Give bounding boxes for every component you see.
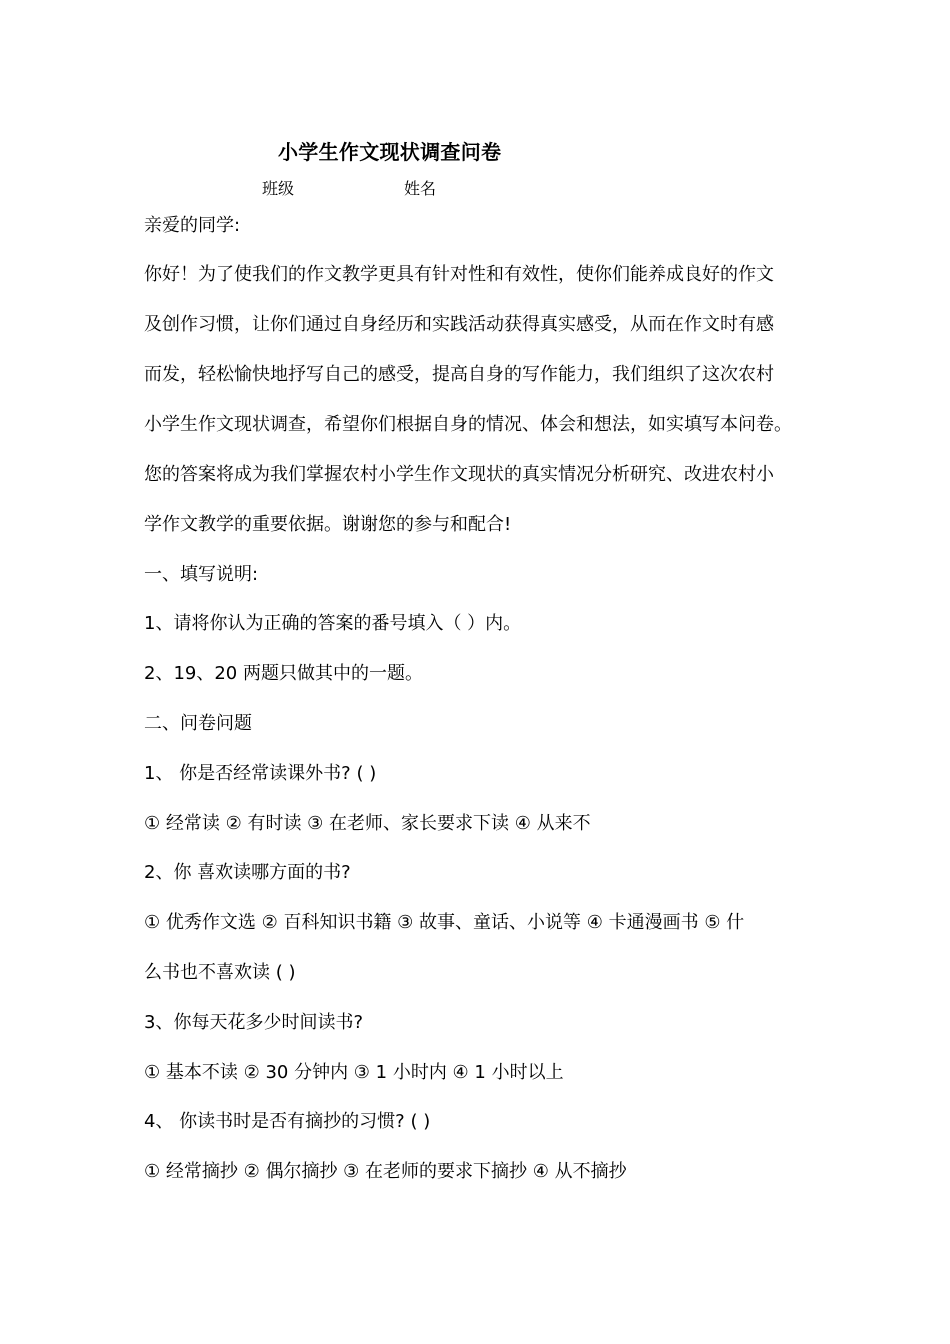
question-options: ① 基本不读 ② 30 分钟内 ③ 1 小时内 ④ 1 小时以上 — [144, 1062, 564, 1083]
intro-line: 您的答案将成为我们掌握农村小学生作文现状的真实情况分析研究、改进农村小 — [144, 464, 774, 485]
intro-line: 及创作习惯，让你们通过自身经历和实践活动获得真实感受，从而在作文时有感 — [144, 314, 774, 335]
instruction-line: 2、19、20 两题只做其中的一题。 — [144, 663, 423, 684]
question-line: 3、你每天花多少时间读书? — [144, 1012, 364, 1033]
question-line: 2、你 喜欢读哪方面的书? — [144, 862, 351, 883]
question-options: ① 经常读 ② 有时读 ③ 在老师、家长要求下读 ④ 从来不 — [144, 813, 591, 834]
section-heading: 二、问卷问题 — [144, 713, 252, 734]
instruction-line: 1、请将你认为正确的答案的番号填入（ ）内。 — [144, 613, 522, 634]
question-line: 4、 你读书时是否有摘抄的习惯? ( ) — [144, 1111, 431, 1132]
document-title: 小学生作文现状调查问卷 — [278, 140, 502, 164]
question-options: ① 优秀作文选 ② 百科知识书籍 ③ 故事、童话、小说等 ④ 卡通漫画书 ⑤ 什 — [144, 912, 745, 933]
section-heading: 一、填写说明: — [144, 564, 259, 585]
question-options: 么书也不喜欢读 ( ) — [144, 962, 296, 983]
class-label: 班级 — [262, 179, 295, 198]
greeting: 亲爱的同学: — [144, 215, 241, 236]
intro-line: 你好！为了使我们的作文教学更具有针对性和有效性，使你们能养成良好的作文 — [144, 264, 774, 285]
intro-line: 小学生作文现状调查，希望你们根据自身的情况、体会和想法，如实填写本问卷。 — [144, 414, 792, 435]
intro-line: 学作文教学的重要依据。谢谢您的参与和配合! — [144, 514, 512, 535]
intro-line: 而发，轻松愉快地抒写自己的感受，提高自身的写作能力，我们组织了这次农村 — [144, 364, 774, 385]
question-line: 1、 你是否经常读课外书? ( ) — [144, 763, 377, 784]
question-options: ① 经常摘抄 ② 偶尔摘抄 ③ 在老师的要求下摘抄 ④ 从不摘抄 — [144, 1161, 627, 1182]
name-label: 姓名 — [404, 179, 437, 198]
